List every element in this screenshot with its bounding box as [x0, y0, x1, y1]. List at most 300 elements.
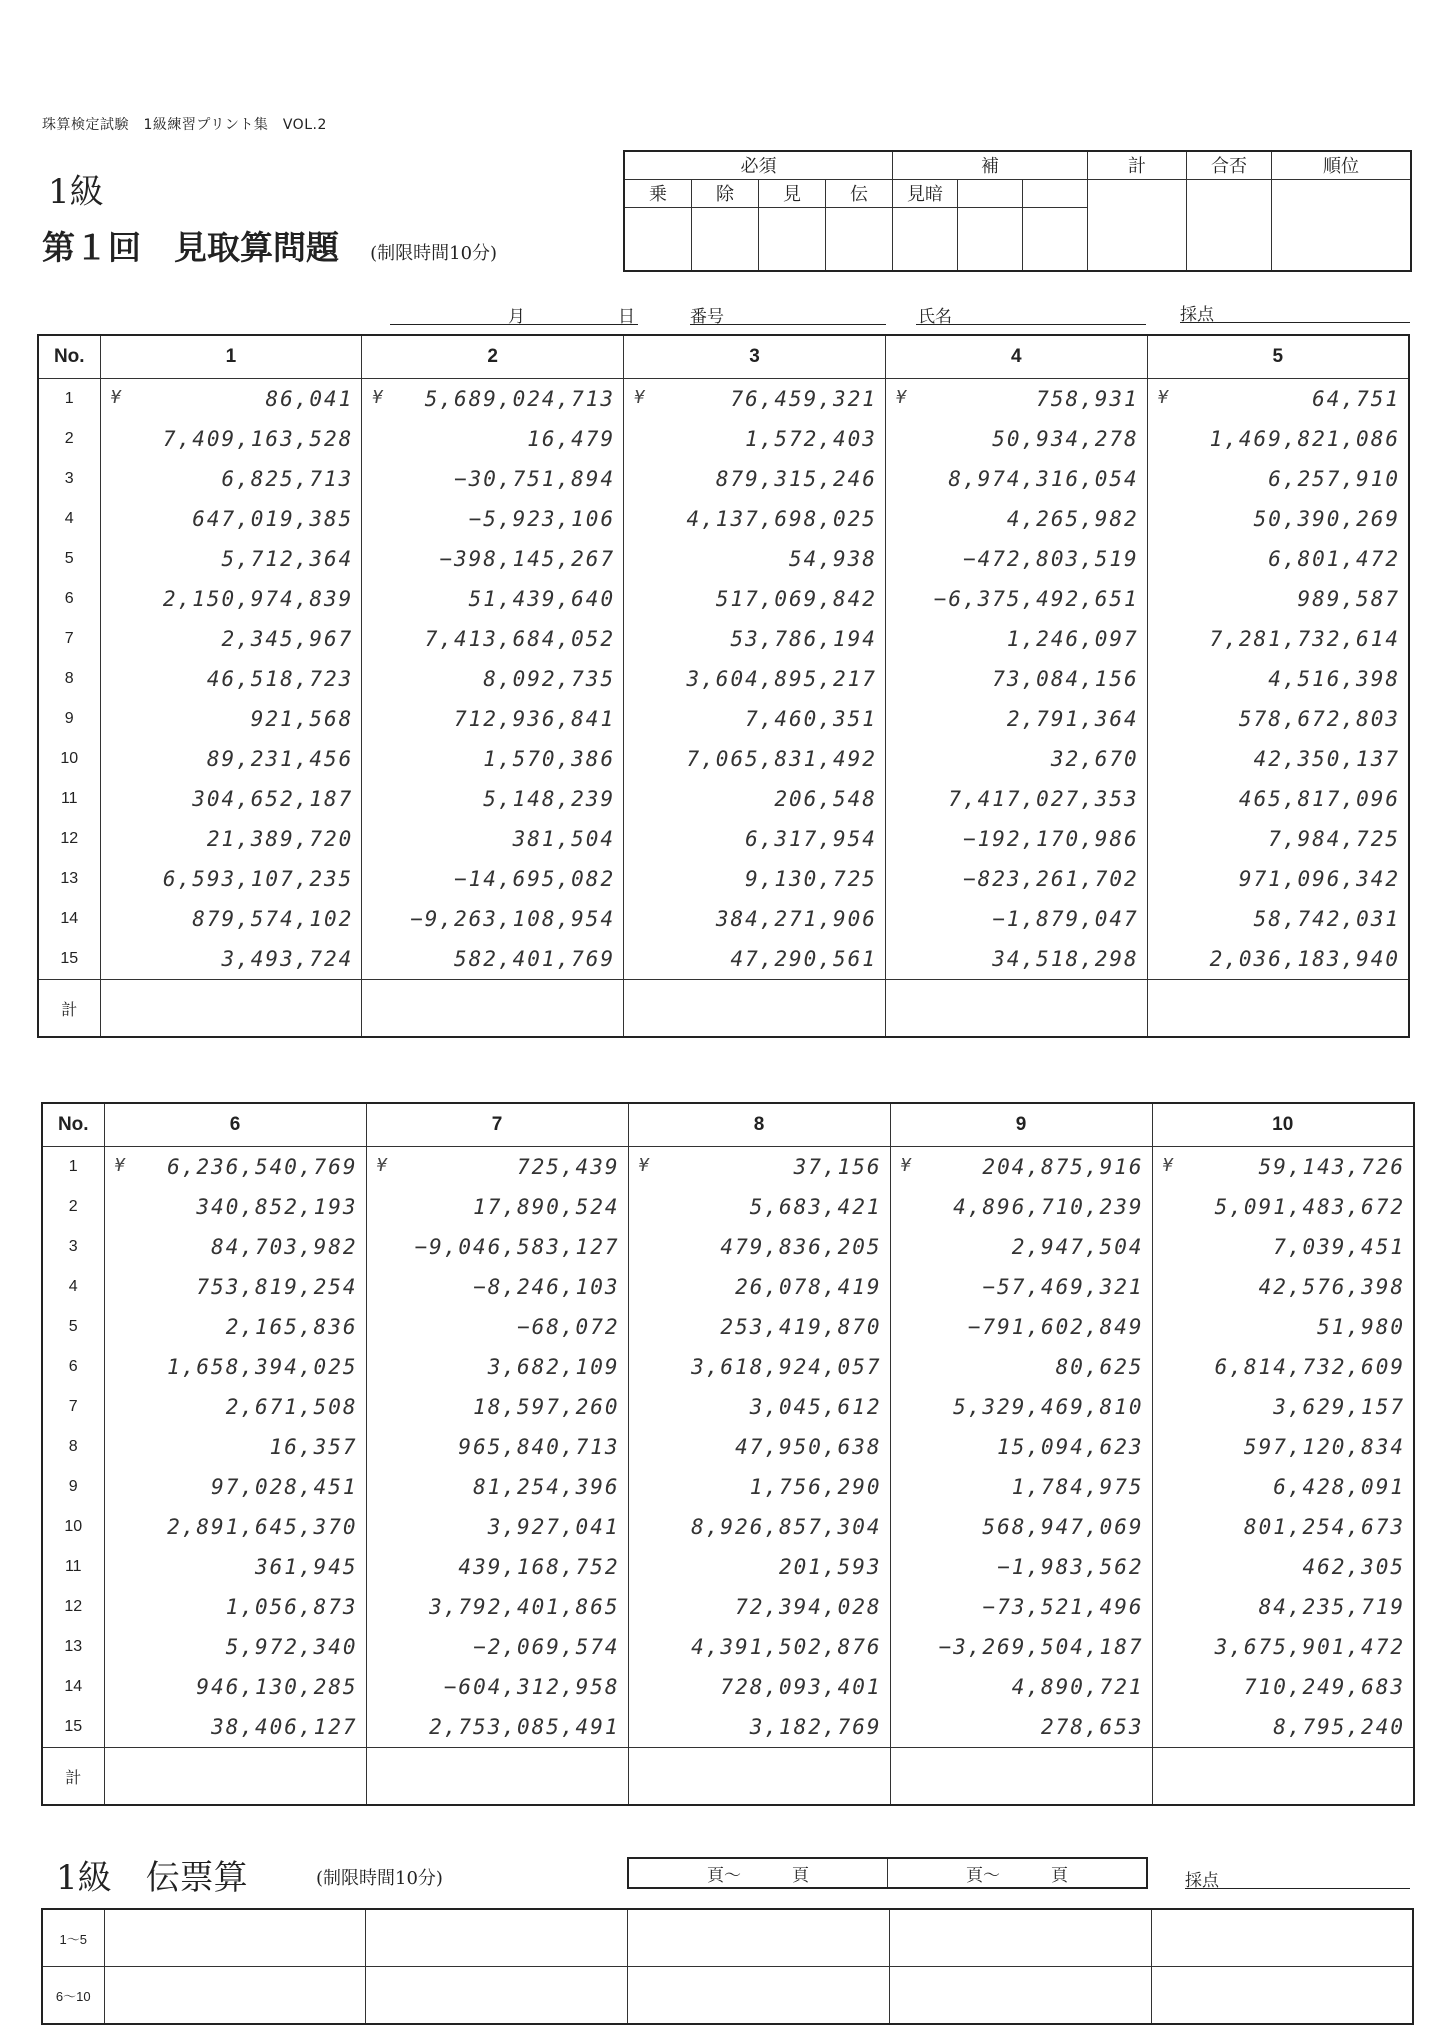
score-multiply-label: 乗	[624, 179, 692, 207]
mitori-table-1	[37, 334, 1410, 1038]
value-text: −30,751,894	[454, 467, 616, 491]
score-denpyo-label: 伝	[826, 179, 893, 207]
value-text: 597,120,834	[1243, 1435, 1405, 1459]
problem-value	[366, 1267, 628, 1307]
denpyo-score-field[interactable]	[1185, 1866, 1410, 1889]
value-text: 8,795,240	[1273, 1715, 1405, 1739]
problem-value	[1152, 1267, 1414, 1307]
problem-value	[885, 899, 1147, 939]
problem-value	[628, 1467, 890, 1507]
value-text: 80,625	[1055, 1355, 1144, 1379]
value-text: 97,028,451	[211, 1475, 358, 1499]
table-row	[38, 379, 1409, 420]
value-text: −1,879,047	[992, 907, 1139, 931]
value-text: 6,317,954	[745, 827, 877, 851]
value-text: 6,236,540,769	[167, 1155, 358, 1179]
problem-value	[100, 819, 362, 859]
value-text: 5,683,421	[749, 1195, 882, 1219]
value-text: 3,618,924,057	[691, 1355, 882, 1379]
value-text: 50,934,278	[992, 427, 1139, 451]
score-supplement-header: 補	[893, 151, 1088, 179]
denpyo-table	[41, 1908, 1414, 2025]
value-text: 1,469,821,086	[1209, 427, 1400, 451]
no-header: No.	[38, 335, 100, 379]
problem-value	[1147, 419, 1409, 459]
number-field[interactable]	[690, 302, 886, 325]
time-limit: (制限時間10分)	[370, 243, 498, 264]
answer-cell[interactable]	[104, 1967, 366, 2025]
problem-value	[890, 1427, 1152, 1467]
value-text: 8,092,735	[483, 667, 616, 691]
row-number: 6	[38, 579, 100, 619]
problem-value	[1147, 499, 1409, 539]
problem-value	[885, 619, 1147, 659]
answer-cell[interactable]	[889, 1909, 1151, 1967]
problem-value	[362, 699, 624, 739]
table-row	[38, 939, 1409, 980]
problem-value	[885, 859, 1147, 899]
answer-cell[interactable]	[366, 1909, 628, 1967]
problem-value	[624, 459, 886, 499]
value-text: 2,891,645,370	[167, 1515, 358, 1539]
problem-value	[1152, 1147, 1414, 1188]
name-field[interactable]	[916, 302, 1146, 325]
problem-value	[628, 1667, 890, 1707]
value-text: −14,695,082	[454, 867, 616, 891]
row-number: 5	[42, 1307, 104, 1347]
row-number: 1	[38, 379, 100, 420]
score-anzan-cell[interactable]	[893, 207, 958, 271]
answer-cell[interactable]	[366, 1967, 628, 2025]
problem-value	[104, 1147, 366, 1188]
total-answer-cell[interactable]	[628, 1748, 890, 1806]
value-text: 42,350,137	[1253, 747, 1400, 771]
value-text: 517,069,842	[715, 587, 877, 611]
value-text: 51,980	[1317, 1315, 1405, 1339]
score-rank-header: 順位	[1272, 151, 1412, 179]
answer-cell[interactable]	[1151, 1967, 1413, 2025]
value-text: 206,548	[774, 787, 877, 811]
value-text: 1,756,290	[749, 1475, 882, 1499]
page-title: 第１回 見取算問題	[42, 228, 339, 267]
value-text: −73,521,496	[982, 1595, 1144, 1619]
value-text: 1,572,403	[745, 427, 877, 451]
value-text: 34,518,298	[992, 947, 1139, 971]
value-text: 81,254,396	[473, 1475, 620, 1499]
problem-value	[628, 1627, 890, 1667]
value-text: −9,263,108,954	[410, 907, 616, 931]
value-text: 381,504	[512, 827, 616, 851]
row-number: 1	[42, 1147, 104, 1188]
total-answer-cell[interactable]	[890, 1748, 1152, 1806]
problem-value	[885, 819, 1147, 859]
score-required-header: 必須	[624, 151, 893, 179]
denpyo-row-label: 1～5	[42, 1909, 104, 1967]
value-text: 5,329,469,810	[953, 1395, 1144, 1419]
score-mitori-cell[interactable]	[759, 207, 826, 271]
table-row	[38, 419, 1409, 459]
value-text: 89,231,456	[206, 747, 354, 771]
day-label: 日	[618, 307, 635, 327]
score-divide-cell[interactable]	[692, 207, 759, 271]
value-text: 32,670	[1050, 747, 1139, 771]
table-row	[42, 1427, 1414, 1467]
total-answer-cell[interactable]	[1147, 980, 1409, 1038]
problem-value	[885, 499, 1147, 539]
problem-value	[885, 379, 1147, 420]
denpyo-row-label: 6～10	[42, 1967, 104, 2025]
total-label: 計	[38, 980, 100, 1038]
value-text: 38,406,127	[211, 1715, 358, 1739]
value-text: 64,751	[1312, 387, 1400, 411]
table-row	[38, 899, 1409, 939]
problem-value	[624, 819, 886, 859]
value-text: 7,281,732,614	[1209, 627, 1400, 651]
problem-value	[366, 1667, 628, 1707]
page-range-box	[627, 1857, 1148, 1889]
problem-value	[628, 1427, 890, 1467]
value-text: 384,271,906	[715, 907, 877, 931]
value-text: 9,130,725	[745, 867, 877, 891]
value-text: 712,936,841	[454, 707, 616, 731]
column-header: 9	[890, 1103, 1152, 1147]
score-field[interactable]	[1180, 300, 1410, 323]
yen-mark: ¥	[900, 1155, 914, 1176]
problem-value	[885, 659, 1147, 699]
problem-value	[1147, 939, 1409, 980]
page-range-2[interactable]: 頁～ 頁	[888, 1858, 1148, 1888]
value-text: −791,602,849	[967, 1315, 1144, 1339]
date-field[interactable]	[390, 302, 638, 325]
table-row	[38, 819, 1409, 859]
problem-value	[100, 499, 362, 539]
problem-value	[104, 1267, 366, 1307]
yen-mark: ¥	[372, 387, 386, 408]
problem-value	[885, 779, 1147, 819]
column-header: 7	[366, 1103, 628, 1147]
problem-value	[104, 1187, 366, 1227]
value-text: 8,974,316,054	[948, 467, 1139, 491]
total-answer-cell[interactable]	[1152, 1748, 1414, 1806]
problem-value	[1147, 459, 1409, 499]
answer-cell[interactable]	[628, 1967, 890, 2025]
value-text: 201,593	[778, 1555, 882, 1579]
value-text: 2,150,974,839	[162, 587, 354, 611]
score-divide-label: 除	[692, 179, 759, 207]
value-text: 84,703,982	[211, 1235, 358, 1259]
value-text: 7,039,451	[1273, 1235, 1405, 1259]
row-number: 11	[38, 779, 100, 819]
problem-value	[362, 779, 624, 819]
score-anzan-label: 見暗	[893, 179, 958, 207]
value-text: 989,587	[1297, 587, 1400, 611]
row-number: 14	[42, 1667, 104, 1707]
problem-value	[362, 579, 624, 619]
table-row	[42, 1267, 1414, 1307]
value-text: 21,389,720	[206, 827, 354, 851]
problem-value	[1152, 1587, 1414, 1627]
problem-value	[366, 1387, 628, 1427]
value-text: 18,597,260	[473, 1395, 620, 1419]
value-text: 47,290,561	[730, 947, 877, 971]
table-row	[42, 1467, 1414, 1507]
value-text: 8,926,857,304	[691, 1515, 882, 1539]
value-text: 1,570,386	[483, 747, 616, 771]
row-number: 15	[42, 1707, 104, 1748]
problem-value	[100, 659, 362, 699]
value-text: 3,927,041	[487, 1515, 620, 1539]
row-number: 6	[42, 1347, 104, 1387]
problem-value	[624, 659, 886, 699]
value-text: 462,305	[1302, 1555, 1405, 1579]
denpyo-score-label: 採点	[1185, 1871, 1219, 1891]
value-text: 758,931	[1036, 387, 1139, 411]
value-text: 879,315,246	[715, 467, 877, 491]
score-box	[623, 150, 1412, 272]
problem-value	[628, 1707, 890, 1748]
problem-value	[885, 579, 1147, 619]
value-text: 582,401,769	[454, 947, 616, 971]
column-header: 4	[885, 335, 1147, 379]
value-text: 340,852,193	[196, 1195, 358, 1219]
mitori-table-2	[41, 1102, 1415, 1806]
value-text: 16,357	[269, 1435, 358, 1459]
value-text: 3,675,901,472	[1214, 1635, 1405, 1659]
value-text: 647,019,385	[192, 507, 354, 531]
problem-value	[1147, 659, 1409, 699]
value-text: 2,671,508	[225, 1395, 358, 1419]
total-answer-cell[interactable]	[100, 980, 362, 1038]
column-header: 3	[624, 335, 886, 379]
problem-value	[890, 1707, 1152, 1748]
column-header: 2	[362, 335, 624, 379]
answer-cell[interactable]	[628, 1909, 890, 1967]
value-text: 6,257,910	[1268, 467, 1400, 491]
answer-cell[interactable]	[104, 1909, 366, 1967]
table-row	[38, 659, 1409, 699]
problem-value	[104, 1467, 366, 1507]
value-text: 728,093,401	[720, 1675, 882, 1699]
value-text: 53,786,194	[730, 627, 877, 651]
table-row	[42, 1387, 1414, 1427]
problem-value	[624, 579, 886, 619]
problem-value	[628, 1387, 890, 1427]
total-answer-cell[interactable]	[885, 980, 1147, 1038]
score-multiply-cell[interactable]	[624, 207, 692, 271]
row-number: 3	[38, 459, 100, 499]
value-text: 4,391,502,876	[691, 1635, 882, 1659]
value-text: 7,065,831,492	[686, 747, 877, 771]
total-answer-cell[interactable]	[624, 980, 886, 1038]
value-text: 86,041	[265, 387, 354, 411]
row-number: 15	[38, 939, 100, 980]
value-text: 1,658,394,025	[167, 1355, 358, 1379]
problem-value	[366, 1547, 628, 1587]
score-label: 採点	[1180, 305, 1214, 325]
problem-value	[362, 939, 624, 980]
value-text: 2,947,504	[1011, 1235, 1144, 1259]
row-number: 5	[38, 539, 100, 579]
problem-value	[1152, 1707, 1414, 1748]
value-text: 971,096,342	[1238, 867, 1400, 891]
value-text: 204,875,916	[982, 1155, 1144, 1179]
table-row	[38, 619, 1409, 659]
problem-value	[366, 1307, 628, 1347]
score-cell[interactable]	[1023, 207, 1088, 271]
value-text: −68,072	[516, 1315, 620, 1339]
problem-value	[1152, 1547, 1414, 1587]
problem-value	[624, 899, 886, 939]
problem-value	[1147, 859, 1409, 899]
total-answer-cell[interactable]	[104, 1748, 366, 1806]
value-text: −1,983,562	[997, 1555, 1144, 1579]
row-number: 10	[38, 739, 100, 779]
page-range-1[interactable]: 頁～ 頁	[628, 1858, 888, 1888]
answer-cell[interactable]	[1151, 1909, 1413, 1967]
value-text: 439,168,752	[458, 1555, 620, 1579]
table-row	[38, 459, 1409, 499]
value-text: 6,428,091	[1273, 1475, 1405, 1499]
problem-value	[628, 1187, 890, 1227]
problem-value	[366, 1707, 628, 1748]
score-cell[interactable]	[958, 207, 1023, 271]
problem-value	[1147, 579, 1409, 619]
value-text: 2,791,364	[1006, 707, 1139, 731]
score-rank-cell[interactable]	[1272, 179, 1412, 271]
yen-mark: ¥	[1162, 1155, 1176, 1176]
table-row	[42, 1627, 1414, 1667]
total-answer-cell[interactable]	[366, 1748, 628, 1806]
value-text: 50,390,269	[1253, 507, 1400, 531]
value-text: 4,896,710,239	[953, 1195, 1144, 1219]
value-text: 46,518,723	[206, 667, 354, 691]
problem-value	[890, 1147, 1152, 1188]
value-text: −57,469,321	[982, 1275, 1144, 1299]
problem-value	[1147, 899, 1409, 939]
value-text: 710,249,683	[1243, 1675, 1405, 1699]
problem-value	[885, 939, 1147, 980]
column-header: 5	[1147, 335, 1409, 379]
value-text: 725,439	[516, 1155, 620, 1179]
table-row	[42, 1707, 1414, 1748]
value-text: 2,345,967	[221, 627, 354, 651]
problem-value	[366, 1187, 628, 1227]
value-text: 6,814,732,609	[1214, 1355, 1405, 1379]
score-passfail-cell[interactable]	[1187, 179, 1272, 271]
value-text: 6,593,107,235	[162, 867, 354, 891]
problem-value	[366, 1627, 628, 1667]
problem-value	[100, 379, 362, 420]
row-number: 12	[38, 819, 100, 859]
problem-value	[1152, 1187, 1414, 1227]
problem-value	[366, 1427, 628, 1467]
problem-value	[885, 699, 1147, 739]
value-text: −472,803,519	[962, 547, 1139, 571]
problem-value	[890, 1227, 1152, 1267]
value-text: 5,148,239	[483, 787, 616, 811]
problem-value	[890, 1187, 1152, 1227]
problem-value	[100, 739, 362, 779]
problem-value	[1152, 1627, 1414, 1667]
value-text: 304,652,187	[192, 787, 354, 811]
score-total-cell[interactable]	[1088, 179, 1187, 271]
value-text: 4,265,982	[1006, 507, 1139, 531]
problem-value	[1152, 1227, 1414, 1267]
value-text: 7,460,351	[745, 707, 877, 731]
problem-value	[628, 1507, 890, 1547]
value-text: −192,170,986	[962, 827, 1139, 851]
score-denpyo-cell[interactable]	[826, 207, 893, 271]
row-number: 9	[38, 699, 100, 739]
value-text: 7,984,725	[1268, 827, 1400, 851]
problem-value	[624, 699, 886, 739]
table-row	[42, 1307, 1414, 1347]
value-text: 37,156	[793, 1155, 882, 1179]
value-text: 3,045,612	[749, 1395, 882, 1419]
value-text: 84,235,719	[1258, 1595, 1405, 1619]
value-text: 58,742,031	[1253, 907, 1400, 931]
problem-value	[104, 1387, 366, 1427]
problem-value	[1152, 1387, 1414, 1427]
problem-value	[1147, 819, 1409, 859]
problem-value	[362, 459, 624, 499]
value-text: 7,409,163,528	[162, 427, 354, 451]
value-text: 5,689,024,713	[424, 387, 616, 411]
score-total-header: 計	[1088, 151, 1187, 179]
problem-value	[100, 859, 362, 899]
value-text: 801,254,673	[1243, 1515, 1405, 1539]
value-text: 361,945	[254, 1555, 358, 1579]
problem-value	[366, 1347, 628, 1387]
total-label: 計	[42, 1748, 104, 1806]
problem-value	[624, 379, 886, 420]
problem-value	[362, 499, 624, 539]
problem-value	[890, 1347, 1152, 1387]
table-row	[42, 1587, 1414, 1627]
total-answer-cell[interactable]	[362, 980, 624, 1038]
value-text: 5,091,483,672	[1214, 1195, 1405, 1219]
problem-value	[362, 899, 624, 939]
value-text: 5,712,364	[221, 547, 354, 571]
value-text: 4,137,698,025	[686, 507, 877, 531]
value-text: 6,825,713	[221, 467, 354, 491]
value-text: 3,629,157	[1273, 1395, 1405, 1419]
problem-value	[366, 1467, 628, 1507]
problem-value	[100, 539, 362, 579]
number-label: 番号	[690, 307, 724, 327]
table-row	[38, 579, 1409, 619]
denpyo-title: 1級 伝票算	[56, 1858, 248, 1898]
problem-value	[366, 1227, 628, 1267]
table-row	[38, 699, 1409, 739]
problem-value	[362, 739, 624, 779]
total-row	[42, 1748, 1414, 1806]
yen-mark: ¥	[1157, 387, 1171, 408]
problem-value	[362, 539, 624, 579]
problem-value	[362, 819, 624, 859]
score-cell[interactable]	[958, 179, 1023, 207]
problem-value	[1152, 1427, 1414, 1467]
value-text: 2,036,183,940	[1209, 947, 1400, 971]
answer-cell[interactable]	[889, 1967, 1151, 2025]
column-header: 8	[628, 1103, 890, 1147]
problem-value	[624, 619, 886, 659]
problem-value	[366, 1147, 628, 1188]
problem-value	[1152, 1507, 1414, 1547]
score-cell[interactable]	[1023, 179, 1088, 207]
yen-mark: ¥	[634, 387, 647, 408]
value-text: −2,069,574	[473, 1635, 620, 1659]
